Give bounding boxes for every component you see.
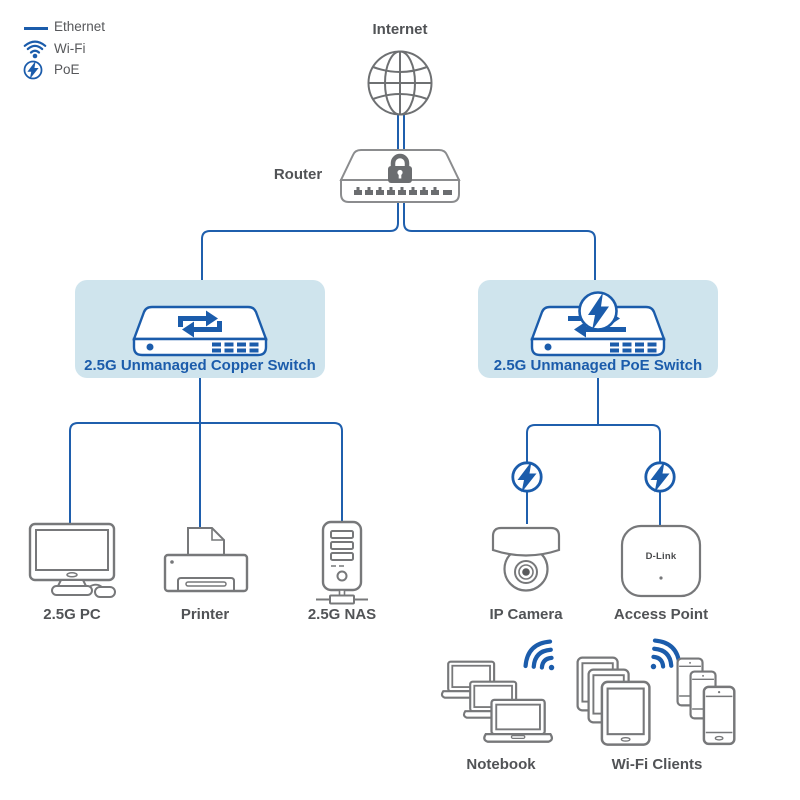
router-label: Router: [273, 166, 323, 183]
poe-switch-label: 2.5G Unmanaged PoE Switch: [493, 357, 703, 374]
wifi-icon: [23, 39, 47, 59]
link-copper-switch-pc-nas: [70, 423, 342, 524]
link-poe-switch-camera-ap: [527, 425, 660, 526]
nas-label: 2.5G NAS: [307, 606, 377, 623]
legend-ethernet-label: Ethernet: [54, 19, 106, 34]
copper-switch-icon: [120, 293, 280, 357]
legend-wifi-label: Wi-Fi: [54, 41, 86, 56]
poe-bolt-icon: [580, 293, 617, 331]
internet-globe-icon: [365, 48, 435, 118]
wifi-clients-label: Wi-Fi Clients: [611, 756, 703, 773]
access-point-label: Access Point: [613, 606, 709, 623]
printer-icon: [162, 525, 250, 605]
legend-poe-label: PoE: [54, 62, 80, 77]
router-icon: [337, 148, 463, 208]
tablets-icon: [576, 652, 660, 748]
poe-badge-access-point: [643, 460, 677, 494]
poe-badge-camera: [510, 460, 544, 494]
phones-icon: [674, 655, 746, 751]
printer-label: Printer: [180, 606, 230, 623]
poe-switch-icon: [518, 285, 678, 357]
copper-switch-label: 2.5G Unmanaged Copper Switch: [84, 357, 316, 374]
notebook-cluster-icon: [440, 652, 560, 752]
notebook-label: Notebook: [466, 756, 536, 773]
nas-icon: [314, 519, 370, 611]
ethernet-line-icon: [24, 27, 48, 30]
pc-icon: [27, 522, 119, 604]
ip-camera-label: IP Camera: [489, 606, 563, 623]
internet-label: Internet: [372, 21, 428, 38]
poe-icon: [23, 60, 43, 80]
ip-camera-icon: [486, 519, 566, 597]
access-point-brand: D-Link: [645, 551, 677, 562]
pc-label: 2.5G PC: [43, 606, 101, 623]
